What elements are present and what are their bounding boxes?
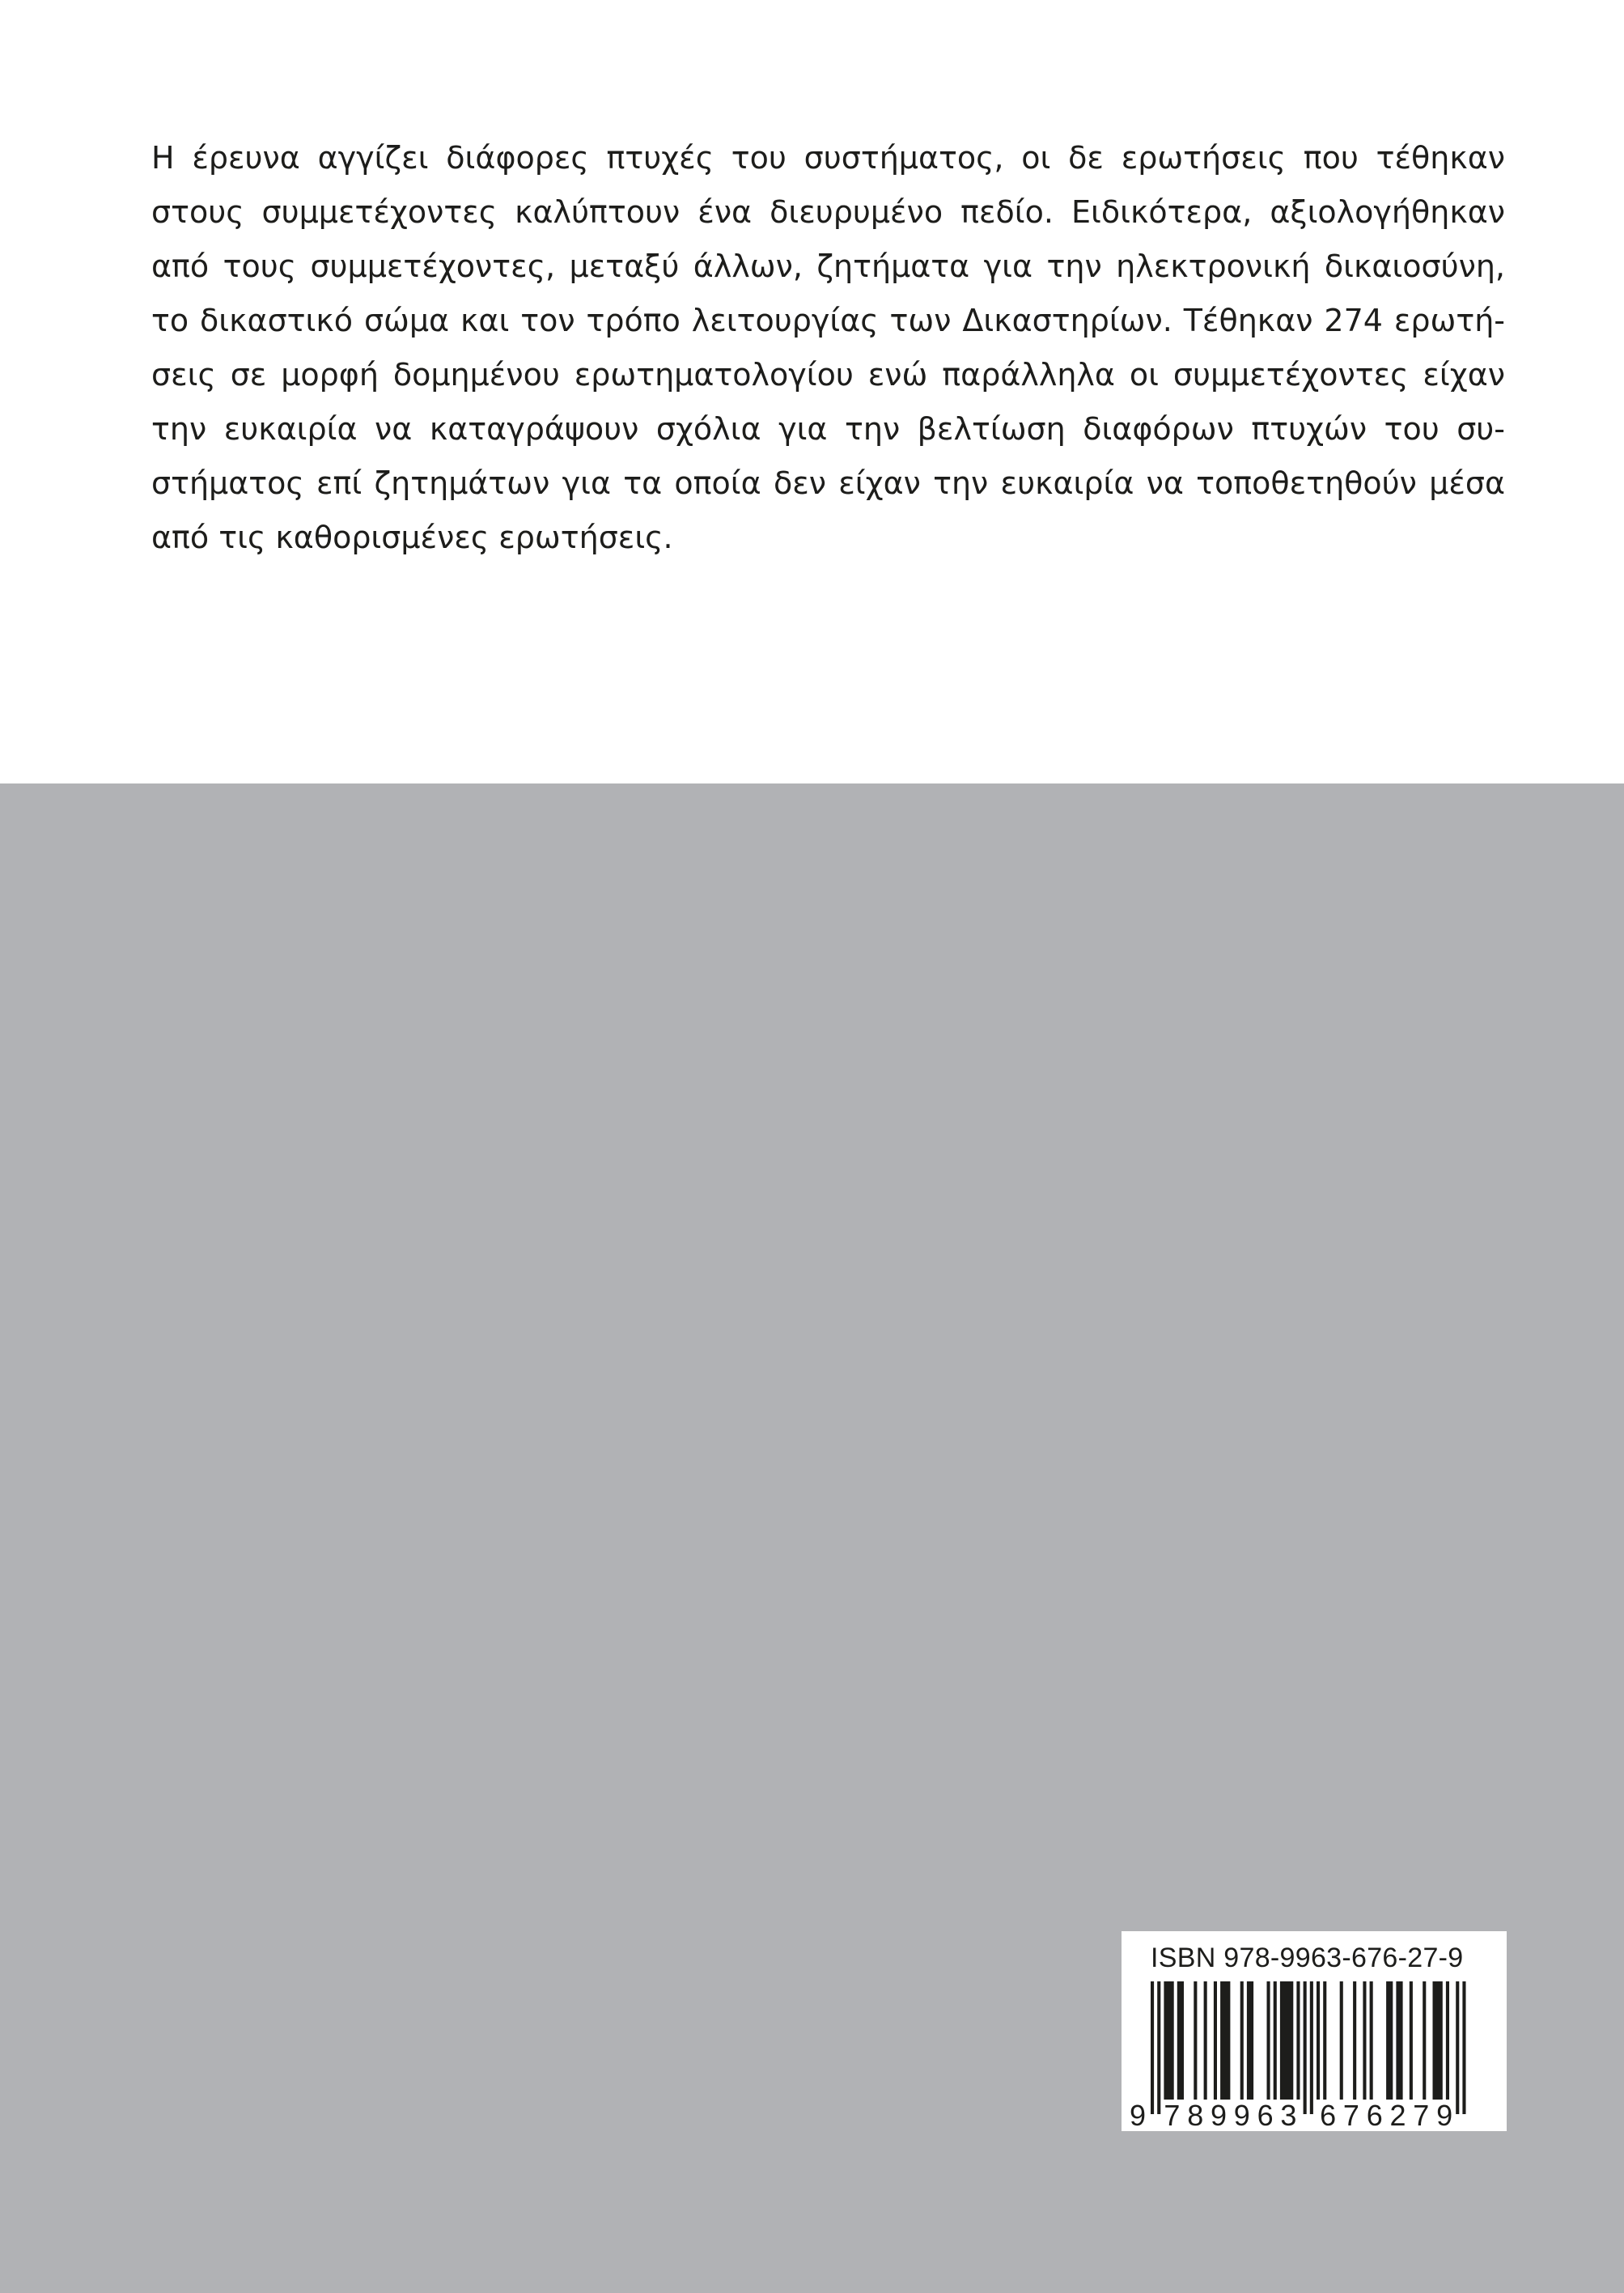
barcode-bar [1204, 1981, 1207, 2100]
barcode-bar [1433, 1981, 1443, 2100]
barcode-bar [1396, 1981, 1402, 2100]
barcode-bar [1363, 1981, 1366, 2100]
barcode-bar [1296, 1981, 1300, 2100]
barcode-bar [1340, 1981, 1343, 2100]
barcode-digit-lead: 9 [1130, 2099, 1147, 2131]
barcode-digits-left: 789963 [1164, 2099, 1297, 2131]
barcode-bar [1164, 1981, 1173, 2100]
barcode-bar [1386, 1981, 1393, 2100]
barcode-guard-bar [1157, 1981, 1160, 2114]
barcode-bar [1323, 1981, 1326, 2100]
barcode-bar [1423, 1981, 1426, 2100]
barcode-bar [1177, 1981, 1184, 2100]
barcode-guard-bar [1151, 1981, 1154, 2114]
barcode-guard-bar [1304, 1981, 1307, 2114]
blurb-paragraph: Η έρευνα αγγίζει διάφορες πτυχές του συστήματος, οι δε ερωτήσεις που τέθηκαν στους συμμετέχοντες καλύπτουν ένα διευρυμένο πεδίο. Ειδικότερα, αξιολογήθηκαν από τους συμμετέχοντες, μεταξύ άλλων, ζητήματα για την ηλεκτρονική δικαιοσύνη, το δικαστικό σώμα και τον τρόπο λειτουργίας των Δικαστηρίων. Τέθηκαν 274 ερωτήσεις σε μορφή δομημένου ερωτηματολογίου ενώ παράλληλα οι συμμετέχοντες είχαν την ευκαιρία να καταγράψουν σχόλια για την βελτίωση διαφόρων πτυχών του συστήματος επί ζητημάτων για τα οποία δεν είχαν την ευκαιρία να τοποθετηθούν μέσα από τις καθορισμένες ερωτήσεις. [151, 140, 1505, 555]
barcode-bar [1317, 1981, 1320, 2100]
barcode-bar [1274, 1981, 1277, 2100]
isbn-label: ISBN 978-9963-676-27-9 [1151, 1943, 1464, 1973]
barcode-guard-bar [1310, 1981, 1313, 2114]
barcode-guard-bar [1456, 1981, 1459, 2114]
back-cover-text-area [0, 0, 1624, 783]
barcode-bar [1220, 1981, 1230, 2100]
barcode-bar [1214, 1981, 1217, 2100]
isbn-barcode-box [1122, 1931, 1507, 2131]
barcode-bar [1280, 1981, 1293, 2100]
barcode-digits-right: 676279 [1320, 2099, 1453, 2131]
barcode-bar [1353, 1981, 1356, 2100]
barcode-bar [1247, 1981, 1253, 2100]
barcode-bar [1194, 1981, 1197, 2100]
barcode-bar [1240, 1981, 1244, 2100]
barcode-guard-bar [1462, 1981, 1465, 2114]
barcode-bar [1267, 1981, 1270, 2100]
barcode-bar [1410, 1981, 1413, 2100]
barcode-bar [1370, 1981, 1373, 2100]
barcode-bar [1446, 1981, 1449, 2100]
